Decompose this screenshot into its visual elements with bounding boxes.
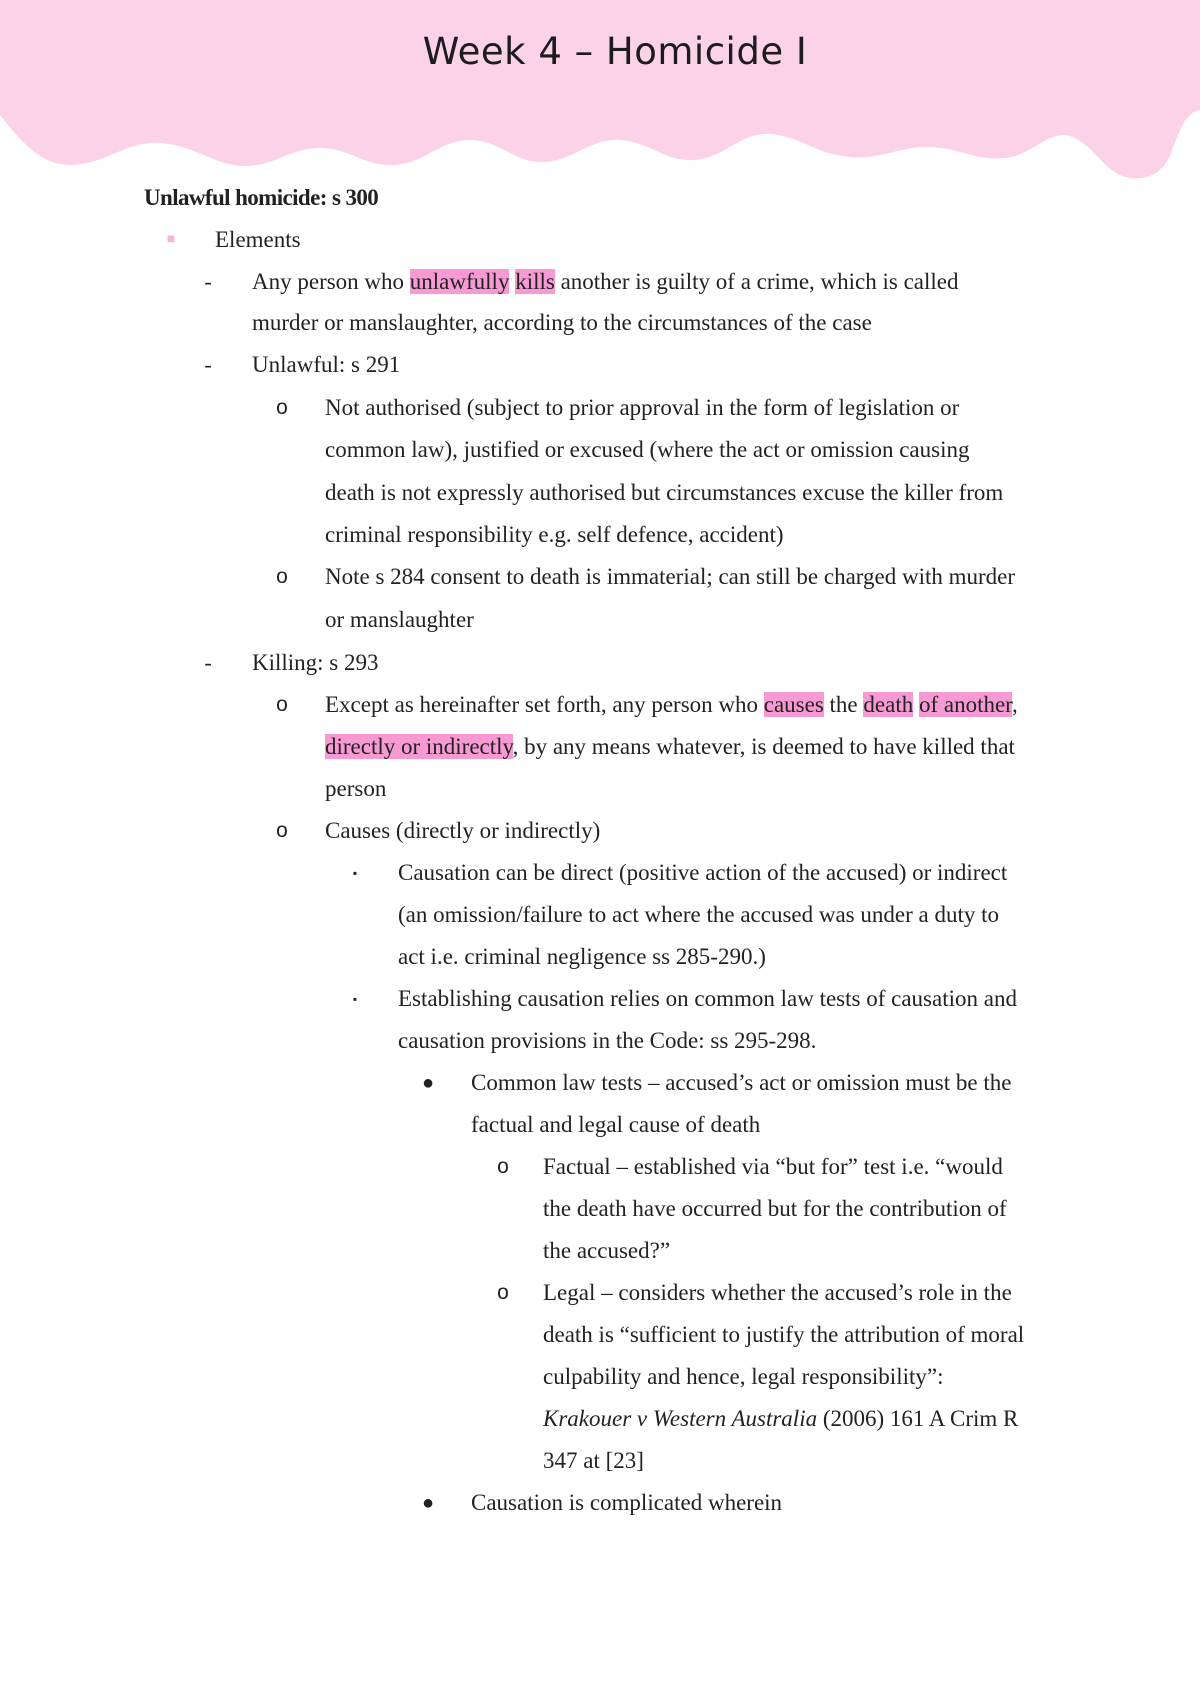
bullet-establishing-causation-line: causation provisions in the Code: ss 295-298. [398, 1028, 817, 1053]
text-run: , by any means whatever, is deemed to have killed that [512, 734, 1015, 759]
bullet-killing-line: Killing: s 293 [252, 650, 379, 675]
bullet-killing-definition-line: person [325, 776, 387, 801]
bullet-common-law-tests-line: Common law tests – accused’s act or omission must be the [471, 1070, 1012, 1095]
page-title: Week 4 – Homicide I [422, 30, 808, 73]
highlighted-term: unlawfully [409, 269, 510, 294]
decorative-wave-banner [0, 0, 1200, 190]
text-run: another is guilty of a crime, which is called [554, 269, 959, 294]
bullet-direct-indirect-line: act i.e. criminal negligence ss 285-290.) [398, 944, 766, 969]
bullet-consent-note-line: Note s 284 consent to death is immaterial; can still be charged with murder [325, 564, 1016, 589]
case-citation: Krakouer v Western Australia [543, 1406, 818, 1431]
bullet-direct-indirect-line: Causation can be direct (positive action of the accused) or indirect [398, 860, 1008, 885]
bullet-legal-line: Legal – considers whether the accused’s role in the [543, 1280, 1012, 1305]
bullet-unlawful-line: Unlawful: s 291 [252, 352, 401, 377]
bullet-legal-line: 347 at [23] [543, 1448, 644, 1473]
bullet-elements-line: Elements [215, 227, 301, 252]
text-run: , [1011, 692, 1018, 717]
bullet-factual-line: the accused?” [543, 1238, 671, 1263]
list-marker: ▪ [352, 992, 358, 1006]
bullet-not-authorised-line: death is not expressly authorised but circumstances excuse the killer from [325, 480, 1004, 505]
bullet-common-law-tests-line: factual and legal cause of death [471, 1112, 761, 1137]
bullet-establishing-causation-line: Establishing causation relies on common law tests of causation and [398, 986, 1017, 1011]
bullet-legal-line: death is “sufficient to justify the attribution of moral [543, 1322, 1025, 1347]
list-marker: ● [421, 1492, 435, 1514]
highlighted-term: causes [763, 692, 824, 717]
list-marker: o [276, 819, 288, 842]
bullet-legal-line: culpability and hence, legal responsibility”: [543, 1364, 944, 1389]
list-marker: o [276, 565, 288, 588]
list-marker: - [204, 269, 212, 294]
highlighted-term: directly or indirectly [325, 734, 513, 759]
bullet-definition-line [252, 267, 959, 297]
bullet-direct-indirect-line: (an omission/failure to act where the accused was under a duty to [398, 902, 999, 927]
bullet-not-authorised-line: Not authorised (subject to prior approval in the form of legislation or [325, 395, 960, 420]
bullet-complicated-line: Causation is complicated wherein [471, 1490, 783, 1515]
bullet-killing-definition-line [325, 732, 1015, 762]
bullet-killing-definition-line [325, 690, 1018, 720]
list-marker: ● [421, 1072, 435, 1094]
bullet-factual-line: the death have occurred but for the contribution of [543, 1196, 1007, 1221]
list-marker: ▪ [352, 866, 358, 880]
list-marker: - [204, 352, 212, 377]
highlighted-term: kills [515, 269, 555, 294]
list-marker: o [276, 396, 288, 419]
list-marker: o [497, 1281, 509, 1304]
list-marker: o [276, 693, 288, 716]
highlighted-term: of another [918, 692, 1012, 717]
text-run: the [823, 692, 864, 717]
bullet-factual-line: Factual – established via “but for” test i.e. “would [543, 1154, 1003, 1179]
highlighted-term: death [863, 692, 914, 717]
bullet-causes-line: Causes (directly or indirectly) [325, 818, 601, 843]
list-marker: - [204, 650, 212, 675]
bullet-definition-line: murder or manslaughter, according to the circumstances of the case [252, 310, 872, 335]
bullet-legal-line [543, 1404, 1018, 1434]
bullet-consent-note-line: or manslaughter [325, 607, 474, 632]
list-marker: ■ [166, 232, 176, 247]
text-run: Except as hereinafter set forth, any person who [325, 692, 764, 717]
section-heading: Unlawful homicide: s 300 [144, 185, 379, 210]
bullet-not-authorised-line: common law), justified or excused (where the act or omission causing [325, 437, 970, 462]
text-run: Any person who [252, 269, 410, 294]
bullet-not-authorised-line: criminal responsibility e.g. self defence, accident) [325, 522, 784, 547]
list-marker: o [497, 1155, 509, 1178]
text-run: (2006) 161 A Crim R [817, 1406, 1019, 1431]
